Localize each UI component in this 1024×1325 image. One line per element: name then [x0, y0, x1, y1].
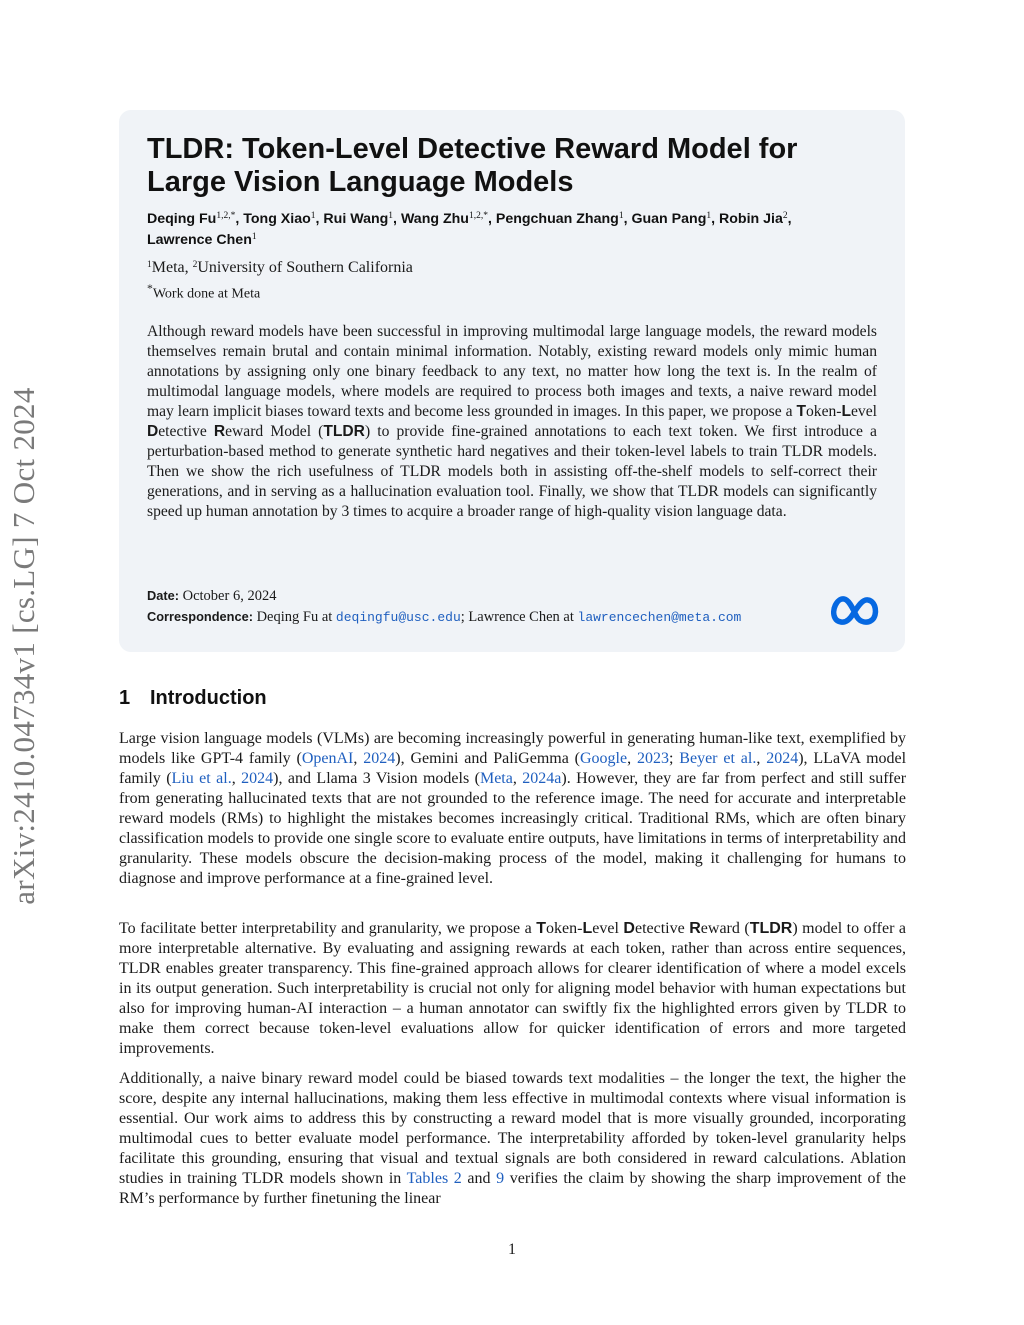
affiliation-usc: University of Southern California [197, 259, 413, 276]
affiliation-marker: 1 [147, 260, 152, 270]
date-line [147, 586, 276, 606]
author: Deqing Fu [147, 211, 217, 227]
paragraph-text: Additionally, a naive binary reward model could be biased towards text modalities – the longer the text, the higher the score, despite any internal hallucinations, making them less effective in multimodal contexts where visual information is essential. Our work aims to address this by constructing a reward model that is more visually grounded, incorporating multimodal cues to better evaluate model performance. The interpretability afforded by token-level granularity helps facilitate this grounding, ensuring that visual and textual signals are both considered in reward calculations. Ablation studies in training TLDR models shown in [119, 1070, 906, 1187]
citation-link[interactable]: 2024a [522, 770, 562, 787]
abstract-part: Although reward models have been successful in improving multimodal large language models, the reward models themselves remain brutal and contain minimal information. Notably, existing reward models only mimic human annotations by assigning only one binary feedback to any text, no matter how long the text is. In the realm of multimodal language models, where models are required to process both images and texts, a naive reward model may learn implicit biases toward texts and become less grounded in images. In this paper, we propose a [147, 323, 877, 420]
author: Pengchuan Zhang [495, 211, 619, 227]
paragraph-text: To facilitate better interpretability and granularity, we propose a [119, 920, 537, 937]
abstract-part: ( [311, 423, 324, 440]
paragraph-text: ) model to offer a more interpretable alternative. By evaluating and assigning rewards at each token, rather than across entire sequences, TLDR enables greater transparency. This fine-grained approach allows for clearer identification of where a model excels in its output generation. Such interpretability is crucial not only for aligning model behavior with human expectations but also for improving human-AI interaction – a human annotator can swiftly fix the highlighted errors given by TLDR to make them correct because token-level evaluations allow for quicker identification of errors and more targeted improvements. [119, 920, 907, 1057]
citation-link[interactable]: 2024 [363, 750, 396, 767]
paragraph-text: oken- [546, 920, 583, 937]
acronym-letter: T [796, 403, 806, 420]
author: Lawrence Chen [147, 232, 252, 248]
email-link-lawrence[interactable]: lawrencechen@meta.com [577, 610, 742, 625]
paragraph-text: ). However, they are far from perfect and still suffer from generating hallucinated texts that are not grounded to the reference image. The need for accurate and interpretable reward models (RMs) to highlight the mistakes becomes increasingly critical. Traditional RMs, which are often binary classification models to provide one single score to evaluate entire outputs, have limitations in terms of interpretability and granularity. These models obscure the decision-making process of the model, making it challenging for humans to diagnose and improve performance at a fine-grained level. [119, 770, 907, 887]
citation-link[interactable]: Google [580, 750, 628, 767]
acronym-letter: D [623, 920, 635, 937]
abstract-part: ) to provide fine-grained annotations to each text token. We first introduce a perturbation-based method to generate synthetic hard negatives and their token-level labels to train TLDR models. Then we show the rich usefulness of TLDR models both in assisting off-the-shelf models to self-correct their generations, and in serving as a hallucination evaluation tool. Finally, we show that TLDR models can significantly speed up human annotation by 3 times to acquire a broader range of high-quality vision language data. [147, 423, 877, 520]
acronym-letter: R [689, 920, 701, 937]
author-affiliation: 1 [251, 232, 257, 242]
paragraph-text: , [756, 750, 767, 767]
acronym-letter: L [582, 920, 593, 937]
footnote-work-done [147, 280, 260, 304]
paragraph-text: ), Gemini and PaliGemma ( [395, 750, 580, 767]
author: Guan Pang [631, 211, 707, 227]
author-affiliation: 1,2,* [468, 211, 488, 221]
intro-paragraph-3 [119, 1069, 906, 1209]
table-reference-link[interactable]: Tables 2 [406, 1170, 462, 1187]
section-number: 1 [119, 687, 131, 709]
footnote-text: Work done at Meta [152, 286, 261, 302]
author-affiliation: 1 [618, 211, 624, 221]
paragraph-text: , [627, 750, 637, 767]
date-label: Date: [147, 588, 179, 603]
abstract-part: eward Model [225, 423, 312, 440]
author-affiliation: 1 [706, 211, 712, 221]
date-value: October 6, 2024 [182, 588, 277, 604]
paragraph-text: and [461, 1170, 497, 1187]
title-line-1: TLDR: Token-Level Detective Reward Model for [147, 133, 798, 165]
paragraph-text: verifies the claim by showing the sharp improvement of the RM’s performance by further finetuning the linear [119, 1170, 907, 1207]
author-affiliation: 2 [782, 211, 788, 221]
citation-link[interactable]: OpenAI [301, 750, 354, 767]
author: Wang Zhu [400, 211, 469, 227]
abstract-part: etective [158, 423, 214, 440]
paper-title [147, 133, 887, 199]
intro-paragraph-1 [119, 729, 906, 889]
paragraph-text: ), and Llama 3 Vision models ( [273, 770, 480, 787]
acronym-letter: L [841, 403, 852, 420]
paragraph-text: , [231, 770, 242, 787]
abstract-part: oken- [805, 403, 842, 420]
paragraph-text: ; [668, 750, 680, 767]
footnote-marker: * [147, 282, 153, 295]
section-title: Introduction [150, 687, 267, 709]
citation-link[interactable]: Beyer et al. [679, 750, 757, 767]
affiliation-marker: 2 [192, 260, 198, 270]
author-affiliation: 1 [310, 211, 316, 221]
arxiv-stamp: arXiv:2410.04734v1 [cs.LG] 7 Oct 2024 [6, 387, 41, 905]
citation-link[interactable]: Liu et al. [171, 770, 232, 787]
abstract-part: evel [851, 403, 877, 420]
paragraph-text: eward ( [700, 920, 750, 937]
affiliation-meta: Meta, [151, 259, 193, 276]
meta-infinity-logo-icon [829, 592, 881, 628]
correspondence-person: Deqing Fu at [256, 609, 336, 625]
citation-link[interactable]: Meta [479, 770, 513, 787]
section-heading [119, 685, 267, 711]
affiliations [147, 258, 413, 278]
acronym-tldr: TLDR [749, 920, 793, 937]
abstract-text [147, 322, 877, 522]
author-list: Deqing $Fu^{1,2,*}$, Tong Xiao$^1$, Rui Wang$^1$, Wang Zhu$^{1,2,*}$, Pengchuan Zhang$^1$, Guan Pang$^1$, Robin Jia$^2$, Lawrence Chen$^1$ [147, 211, 792, 248]
author-affiliation: 1,2,* [216, 211, 236, 221]
paragraph-text: , [353, 750, 364, 767]
intro-paragraph-2 [119, 919, 906, 1059]
citation-link[interactable]: 2023 [636, 750, 669, 767]
author: Tong Xiao [243, 211, 311, 227]
acronym-letter: R [213, 423, 226, 440]
title-line-2: Large Vision Language Models [147, 166, 574, 198]
author-affiliation: 1 [388, 211, 394, 221]
correspondence-label: Correspondence: [147, 609, 253, 624]
citation-link[interactable]: 2024 [766, 750, 799, 767]
acronym-letter: T [536, 920, 547, 937]
paragraph-text: Large vision language models (VLMs) are becoming increasingly powerful in generating human-like text, exemplified by models like GPT-4 family ( [119, 730, 906, 767]
acronym-letter: D [147, 423, 159, 440]
acronym-tldr: TLDR [323, 423, 365, 440]
email-link-deqing[interactable]: deqingfu@usc.edu [335, 610, 461, 625]
meta-logo-path [834, 599, 876, 622]
paragraph-text: evel [592, 920, 624, 937]
paragraph-text: etective [634, 920, 690, 937]
correspondence-person: ; Lawrence Chen at [460, 609, 578, 625]
correspondence-line [147, 607, 741, 628]
paragraph-text: ), LLaVA model family ( [119, 750, 907, 787]
page-number: 1 [508, 1241, 516, 1258]
paragraph-text: , [512, 770, 523, 787]
author: Rui Wang [323, 211, 389, 227]
citation-link[interactable]: 2024 [241, 770, 274, 787]
author: Robin Jia [719, 211, 783, 227]
table-reference-link[interactable]: 9 [496, 1170, 505, 1187]
